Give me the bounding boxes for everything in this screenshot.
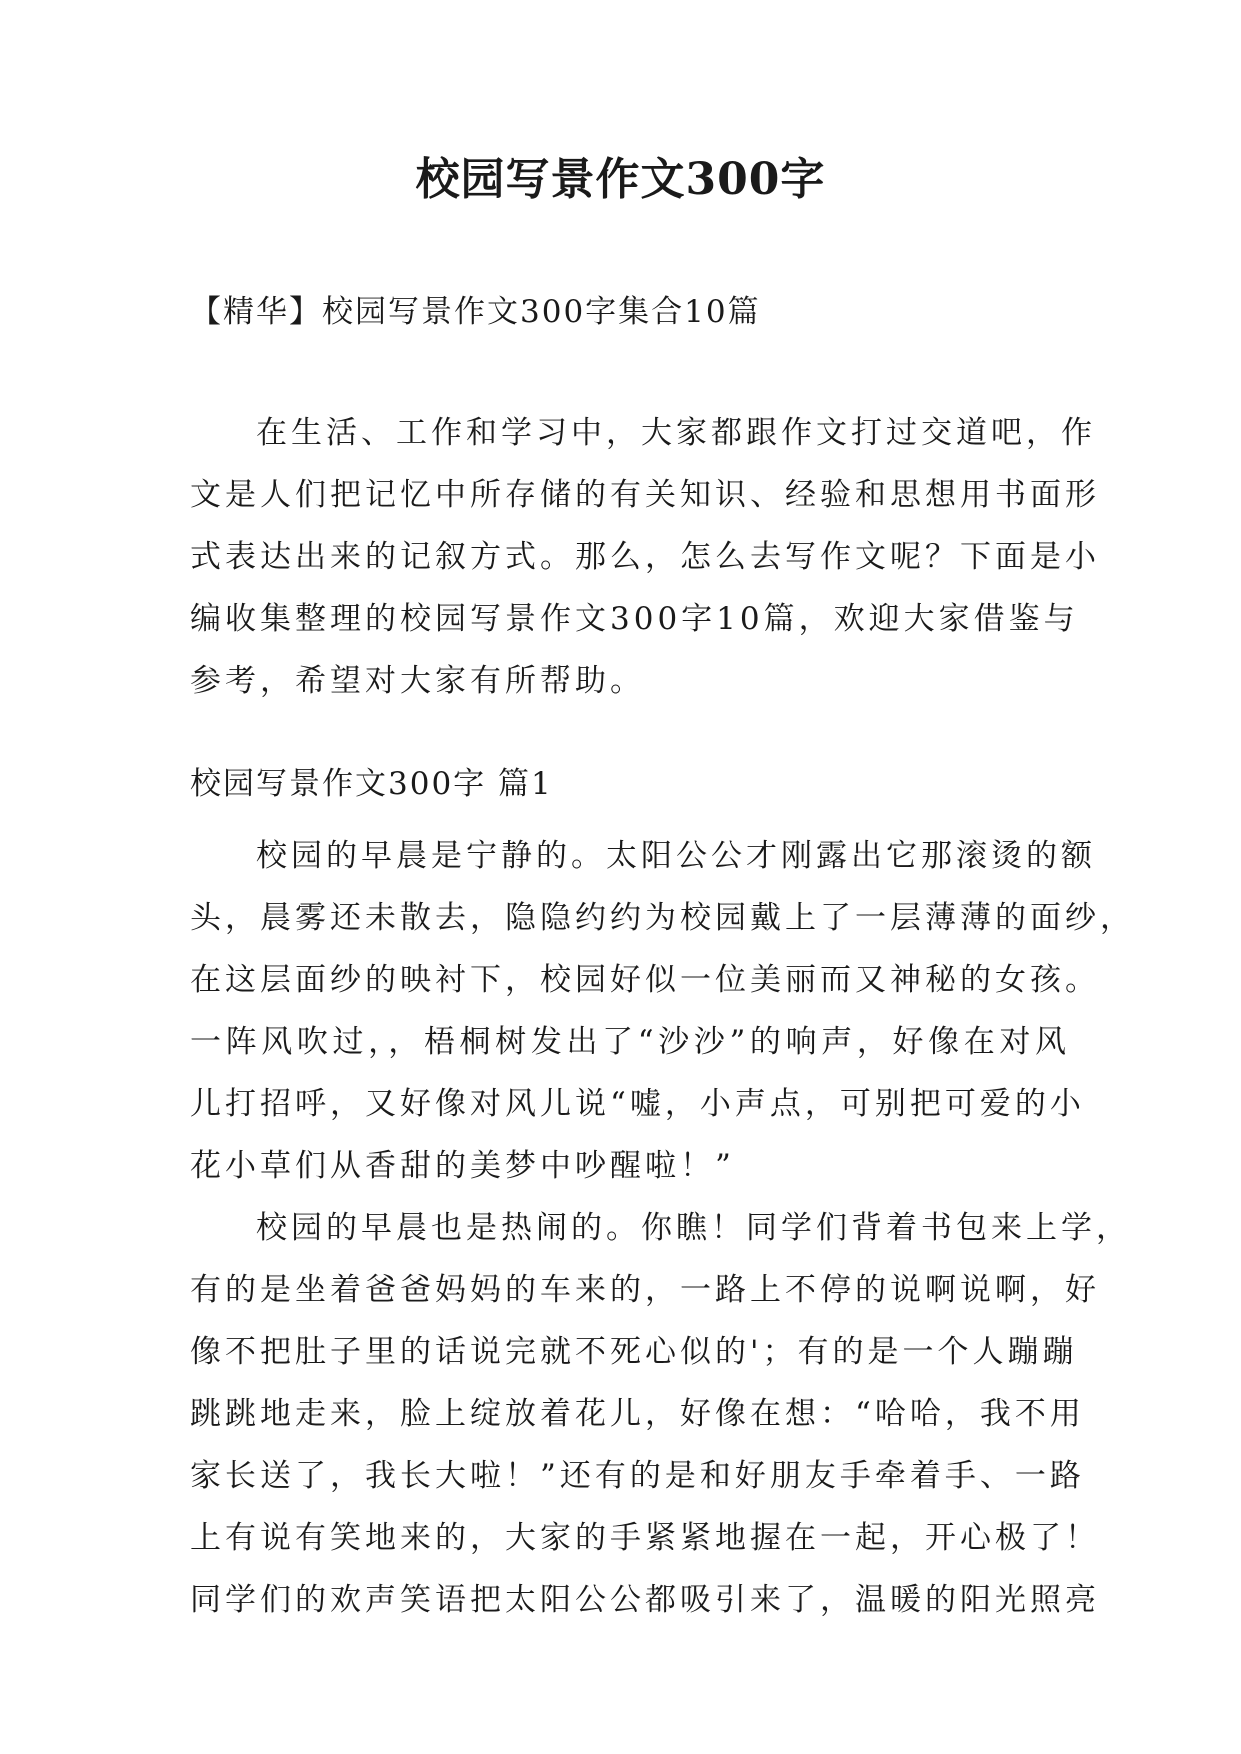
paragraph-line: 一阵风吹过，，梧桐树发出了“沙沙”的响声，好像在对风 — [190, 1024, 1070, 1060]
paragraph-line: 跳跳地走来，脸上绽放着花儿，好像在想：“哈哈，我不用 — [190, 1396, 1085, 1432]
section1-paragraph-2 — [190, 1197, 1131, 1631]
intro-paragraph — [190, 402, 1100, 712]
paragraph-line: 校园的早晨也是热闹的。你瞧！同学们背着书包来上学， — [256, 1210, 1131, 1246]
intro-line: 文是人们把记忆中所存储的有关知识、经验和思想用书面形 — [190, 477, 1100, 513]
intro-line: 式表达出来的记叙方式。那么，怎么去写作文呢？下面是小 — [190, 539, 1100, 575]
section-heading: 校园写景作文300字 篇1 — [190, 766, 553, 802]
intro-line: 参考，希望对大家有所帮助。 — [190, 663, 645, 699]
paragraph-line: 花小草们从香甜的美梦中吵醒啦！” — [190, 1148, 735, 1184]
paragraph-line: 儿打招呼，又好像对风儿说“嘘，小声点，可别把可爱的小 — [190, 1086, 1085, 1122]
paragraph-line: 校园的早晨是宁静的。太阳公公才刚露出它那滚烫的额 — [256, 838, 1096, 874]
section1-paragraph-1 — [190, 825, 1135, 1197]
paragraph-line: 上有说有笑地来的，大家的手紧紧地握在一起，开心极了！ — [190, 1520, 1100, 1556]
intro-line: 在生活、工作和学习中，大家都跟作文打过交道吧，作 — [256, 415, 1096, 451]
paragraph-line: 像不把肚子里的话说完就不死心似的'；有的是一个人蹦蹦 — [190, 1334, 1078, 1370]
intro-line: 编收集整理的校园写景作文300字10篇，欢迎大家借鉴与 — [190, 601, 1079, 637]
paragraph-line: 家长送了，我长大啦！”还有的是和好朋友手牵着手、一路 — [190, 1458, 1085, 1494]
document-title: 校园写景作文300字 — [415, 154, 826, 205]
paragraph-line: 有的是坐着爸爸妈妈的车来的，一路上不停的说啊说啊，好 — [190, 1272, 1100, 1308]
paragraph-line: 同学们的欢声笑语把太阳公公都吸引来了，温暖的阳光照亮 — [190, 1582, 1100, 1618]
document-subtitle: 【精华】校园写景作文300字集合10篇 — [190, 294, 761, 330]
paragraph-line: 在这层面纱的映衬下，校园好似一位美丽而又神秘的女孩。 — [190, 962, 1100, 998]
paragraph-line: 头，晨雾还未散去，隐隐约约为校园戴上了一层薄薄的面纱， — [190, 900, 1135, 936]
